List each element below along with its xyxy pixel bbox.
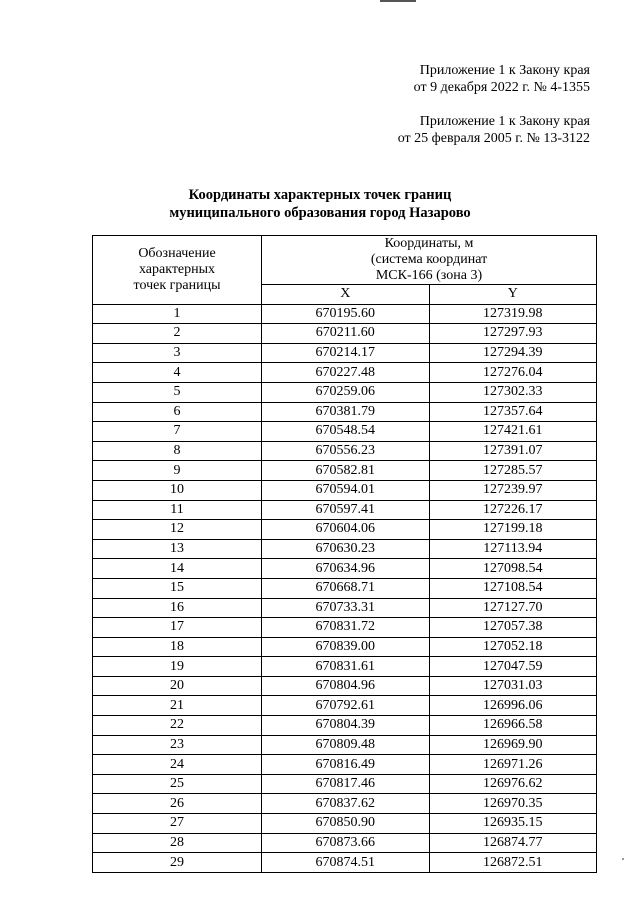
x-coordinate-cell: 670630.23 <box>262 539 430 559</box>
table-row <box>93 500 597 520</box>
table-row <box>93 696 597 716</box>
annex-reference-new <box>414 62 590 96</box>
y-coordinate-cell: 127239.97 <box>429 480 597 500</box>
point-number-cell: 14 <box>93 559 262 579</box>
y-coordinate-cell: 126935.15 <box>429 814 597 834</box>
y-coordinate-cell: 127297.93 <box>429 324 597 344</box>
annex-line: Приложение 1 к Закону края <box>419 114 590 129</box>
point-number-cell: 26 <box>93 794 262 814</box>
table-row <box>93 480 597 500</box>
point-number-cell: 6 <box>93 402 262 422</box>
coordinates-table <box>92 235 597 873</box>
y-coordinate-cell: 127357.64 <box>429 402 597 422</box>
point-number-cell: 11 <box>93 500 262 520</box>
table-row <box>93 422 597 442</box>
point-number-cell: 7 <box>93 422 262 442</box>
y-coordinate-cell: 127226.17 <box>429 500 597 520</box>
x-coordinate-cell: 670816.49 <box>262 755 430 775</box>
table-row <box>93 853 597 873</box>
x-coordinate-cell: 670227.48 <box>262 363 430 383</box>
x-coordinate-cell: 670733.31 <box>262 598 430 618</box>
table-row <box>93 539 597 559</box>
point-number-cell: 8 <box>93 441 262 461</box>
point-number-cell: 16 <box>93 598 262 618</box>
x-coordinate-cell: 670195.60 <box>262 304 430 324</box>
x-coordinate-cell: 670582.81 <box>262 461 430 481</box>
point-number-cell: 18 <box>93 637 262 657</box>
table-row <box>93 637 597 657</box>
point-number-cell: 20 <box>93 676 262 696</box>
x-coordinate-cell: 670809.48 <box>262 735 430 755</box>
table-header-row <box>93 236 597 285</box>
table-body <box>93 304 597 872</box>
table-row <box>93 598 597 618</box>
point-label-header: Обозначение характерных точек границы <box>93 236 262 305</box>
y-coordinate-cell: 126966.58 <box>429 716 597 736</box>
y-coordinate-cell: 127319.98 <box>429 304 597 324</box>
table-row <box>93 382 597 402</box>
y-coordinate-cell: 127127.70 <box>429 598 597 618</box>
point-number-cell: 15 <box>93 578 262 598</box>
point-number-cell: 3 <box>93 343 262 363</box>
x-coordinate-cell: 670804.96 <box>262 676 430 696</box>
y-coordinate-cell: 127285.57 <box>429 461 597 481</box>
scan-mark <box>380 0 416 2</box>
y-coordinate-cell: 127391.07 <box>429 441 597 461</box>
table-row <box>93 716 597 736</box>
y-coordinate-cell: 127294.39 <box>429 343 597 363</box>
point-number-cell: 27 <box>93 814 262 834</box>
table-row <box>93 559 597 579</box>
y-column-header: Y <box>429 285 597 305</box>
coordinates-header: Координаты, м (система координат МСК-166 (зона 3) <box>262 236 597 285</box>
x-coordinate-cell: 670211.60 <box>262 324 430 344</box>
table-row <box>93 735 597 755</box>
x-coordinate-cell: 670817.46 <box>262 774 430 794</box>
y-coordinate-cell: 127421.61 <box>429 422 597 442</box>
x-coordinate-cell: 670873.66 <box>262 833 430 853</box>
y-coordinate-cell: 127302.33 <box>429 382 597 402</box>
table-row <box>93 402 597 422</box>
table-row <box>93 657 597 677</box>
law-date-line: от 9 декабря 2022 г. № 4-1355 <box>413 80 590 95</box>
point-number-cell: 25 <box>93 774 262 794</box>
y-coordinate-cell: 126969.90 <box>429 735 597 755</box>
point-number-cell: 17 <box>93 618 262 638</box>
point-number-cell: 1 <box>93 304 262 324</box>
table-row <box>93 363 597 383</box>
table-row <box>93 755 597 775</box>
x-coordinate-cell: 670556.23 <box>262 441 430 461</box>
x-coordinate-cell: 670837.62 <box>262 794 430 814</box>
scan-speck <box>622 858 624 860</box>
point-number-cell: 12 <box>93 520 262 540</box>
document-title <box>0 186 640 222</box>
x-column-header: X <box>262 285 430 305</box>
point-number-cell: 29 <box>93 853 262 873</box>
title-line: муниципального образования город Назарово <box>169 205 471 221</box>
point-number-cell: 9 <box>93 461 262 481</box>
table-row <box>93 304 597 324</box>
x-coordinate-cell: 670594.01 <box>262 480 430 500</box>
y-coordinate-cell: 127052.18 <box>429 637 597 657</box>
table-row <box>93 794 597 814</box>
y-coordinate-cell: 126970.35 <box>429 794 597 814</box>
y-coordinate-cell: 126996.06 <box>429 696 597 716</box>
x-coordinate-cell: 670831.72 <box>262 618 430 638</box>
table-row <box>93 578 597 598</box>
y-coordinate-cell: 127276.04 <box>429 363 597 383</box>
x-coordinate-cell: 670804.39 <box>262 716 430 736</box>
point-number-cell: 28 <box>93 833 262 853</box>
annex-line: Приложение 1 к Закону края <box>419 63 590 78</box>
table-row <box>93 441 597 461</box>
y-coordinate-cell: 127098.54 <box>429 559 597 579</box>
point-number-cell: 23 <box>93 735 262 755</box>
x-coordinate-cell: 670634.96 <box>262 559 430 579</box>
x-coordinate-cell: 670831.61 <box>262 657 430 677</box>
table-row <box>93 343 597 363</box>
y-coordinate-cell: 126976.62 <box>429 774 597 794</box>
y-coordinate-cell: 126874.77 <box>429 833 597 853</box>
point-number-cell: 22 <box>93 716 262 736</box>
table-row <box>93 833 597 853</box>
x-coordinate-cell: 670597.41 <box>262 500 430 520</box>
x-coordinate-cell: 670604.06 <box>262 520 430 540</box>
point-number-cell: 21 <box>93 696 262 716</box>
table-row <box>93 814 597 834</box>
x-coordinate-cell: 670874.51 <box>262 853 430 873</box>
y-coordinate-cell: 127057.38 <box>429 618 597 638</box>
y-coordinate-cell: 126872.51 <box>429 853 597 873</box>
point-number-cell: 2 <box>93 324 262 344</box>
y-coordinate-cell: 127031.03 <box>429 676 597 696</box>
law-date-line: от 25 февраля 2005 г. № 13-3122 <box>397 131 590 146</box>
table-row <box>93 676 597 696</box>
point-number-cell: 5 <box>93 382 262 402</box>
table-row <box>93 774 597 794</box>
x-coordinate-cell: 670259.06 <box>262 382 430 402</box>
point-number-cell: 4 <box>93 363 262 383</box>
table-row <box>93 520 597 540</box>
y-coordinate-cell: 127047.59 <box>429 657 597 677</box>
y-coordinate-cell: 127199.18 <box>429 520 597 540</box>
annex-reference-original <box>398 113 590 147</box>
y-coordinate-cell: 127108.54 <box>429 578 597 598</box>
table-row <box>93 618 597 638</box>
y-coordinate-cell: 126971.26 <box>429 755 597 775</box>
x-coordinate-cell: 670381.79 <box>262 402 430 422</box>
x-coordinate-cell: 670792.61 <box>262 696 430 716</box>
title-line: Координаты характерных точек границ <box>188 187 452 203</box>
table-row <box>93 461 597 481</box>
table-row <box>93 324 597 344</box>
x-coordinate-cell: 670548.54 <box>262 422 430 442</box>
x-coordinate-cell: 670214.17 <box>262 343 430 363</box>
point-number-cell: 24 <box>93 755 262 775</box>
point-number-cell: 13 <box>93 539 262 559</box>
y-coordinate-cell: 127113.94 <box>429 539 597 559</box>
x-coordinate-cell: 670668.71 <box>262 578 430 598</box>
point-number-cell: 19 <box>93 657 262 677</box>
x-coordinate-cell: 670850.90 <box>262 814 430 834</box>
x-coordinate-cell: 670839.00 <box>262 637 430 657</box>
point-number-cell: 10 <box>93 480 262 500</box>
